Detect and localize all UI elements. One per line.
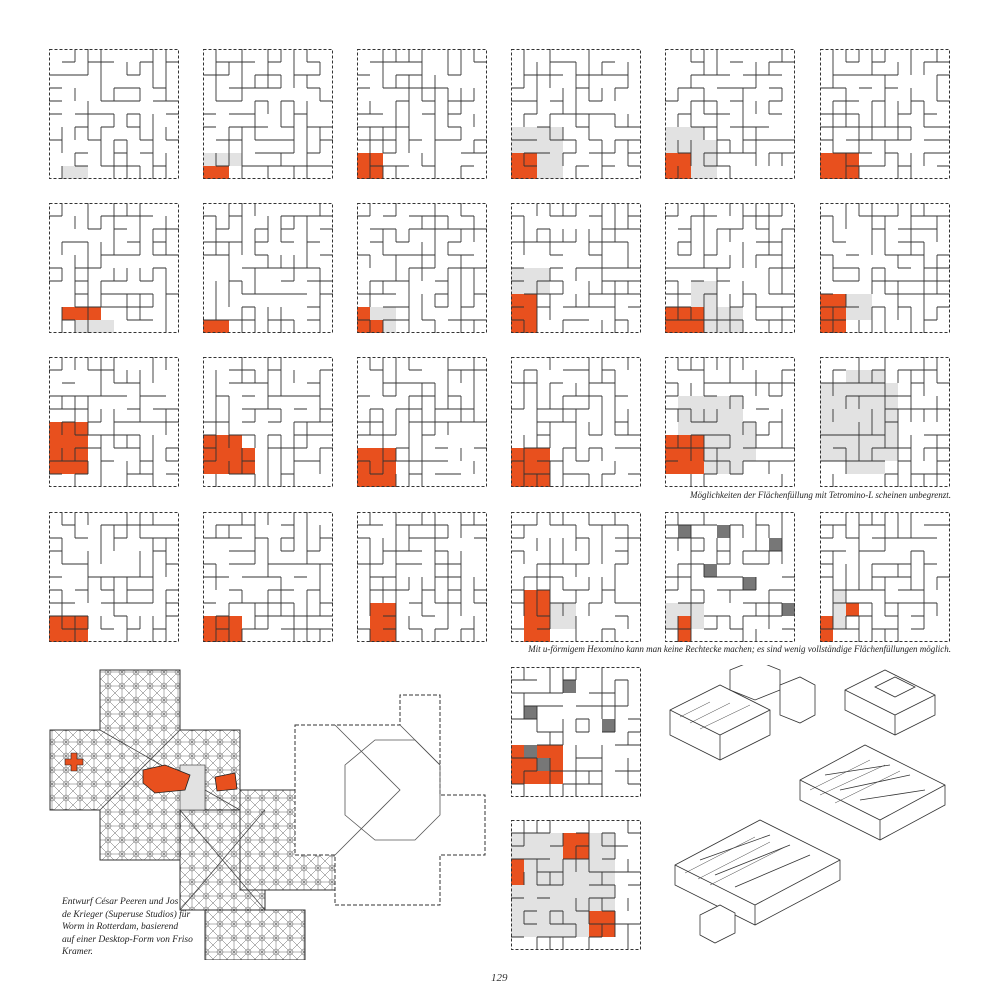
tile-row3-5 bbox=[665, 357, 795, 487]
tile-row4-6 bbox=[820, 512, 950, 642]
dark-region bbox=[782, 603, 795, 616]
tile-row1-3 bbox=[357, 49, 487, 179]
tile-row5-4a bbox=[511, 667, 641, 797]
tile-pattern bbox=[49, 49, 179, 179]
tile-pattern bbox=[49, 512, 179, 642]
gray-region bbox=[717, 422, 756, 461]
tile-pattern bbox=[665, 49, 795, 179]
gray-region bbox=[203, 153, 242, 166]
tile-row2-2 bbox=[203, 203, 333, 333]
dark-region bbox=[769, 538, 782, 551]
tile-pattern bbox=[511, 203, 641, 333]
tile-pattern bbox=[820, 357, 950, 487]
tile-pattern bbox=[203, 512, 333, 642]
tile-row3-3 bbox=[357, 357, 487, 487]
tile-row1-4 bbox=[511, 49, 641, 179]
dark-region bbox=[743, 577, 756, 590]
credit-line: Worm in Rotterdam, basierend bbox=[62, 922, 179, 932]
tile-row2-6 bbox=[820, 203, 950, 333]
gray-region bbox=[833, 590, 846, 629]
isometric-forms bbox=[660, 665, 960, 955]
caption-hexomino: Mit u-förmigem Hexomino kann man keine Rechtecke machen; es sind wenig vollständige Flächenfüllungen möglich. bbox=[528, 644, 951, 654]
tile-pattern bbox=[665, 357, 795, 487]
tile-pattern bbox=[511, 357, 641, 487]
dark-region bbox=[704, 564, 717, 577]
tile-row4-4 bbox=[511, 512, 641, 642]
tile-pattern bbox=[511, 820, 641, 950]
credit-line: de Krieger (Superuse Studios) für bbox=[62, 909, 191, 920]
tile-row3-1 bbox=[49, 357, 179, 487]
tile-pattern bbox=[49, 203, 179, 333]
tile-pattern bbox=[203, 357, 333, 487]
dark-region bbox=[602, 719, 615, 732]
gray-region bbox=[537, 153, 563, 179]
tile-row4-1 bbox=[49, 512, 179, 642]
tile-row1-6 bbox=[820, 49, 950, 179]
tile-lines bbox=[203, 203, 333, 333]
dark-region bbox=[678, 525, 691, 538]
tile-pattern bbox=[820, 203, 950, 333]
red-region bbox=[216, 320, 229, 333]
red-region bbox=[665, 435, 704, 474]
tile-lines bbox=[49, 49, 179, 179]
red-region bbox=[511, 859, 524, 885]
tile-row4-5 bbox=[665, 512, 795, 642]
tile-row2-4 bbox=[511, 203, 641, 333]
dark-region bbox=[717, 525, 730, 538]
tile-pattern bbox=[357, 357, 487, 487]
tile-row3-6 bbox=[820, 357, 950, 487]
tile-row4-3 bbox=[357, 512, 487, 642]
tile-pattern bbox=[357, 512, 487, 642]
red-region bbox=[203, 166, 229, 179]
isometric-forms-drawing bbox=[660, 665, 960, 955]
credit-line: auf einer Desktop-Form von Friso bbox=[62, 934, 193, 945]
tile-pattern bbox=[203, 203, 333, 333]
tile-row5-4b bbox=[511, 820, 641, 950]
dark-region bbox=[524, 745, 537, 758]
red-region bbox=[357, 448, 396, 487]
tile-row1-2 bbox=[203, 49, 333, 179]
dark-region bbox=[537, 758, 550, 771]
red-region bbox=[203, 320, 216, 333]
gray-region bbox=[846, 370, 885, 474]
dark-region bbox=[524, 706, 537, 719]
page-number: 129 bbox=[491, 972, 508, 984]
tile-row1-5 bbox=[665, 49, 795, 179]
tile-pattern bbox=[357, 49, 487, 179]
gray-region bbox=[62, 166, 88, 179]
tile-row4-2 bbox=[203, 512, 333, 642]
tile-row2-3 bbox=[357, 203, 487, 333]
credit-text bbox=[62, 896, 222, 959]
tile-row3-2 bbox=[203, 357, 333, 487]
red-region bbox=[203, 435, 242, 474]
tile-pattern bbox=[820, 49, 950, 179]
dark-region bbox=[563, 680, 576, 693]
tile-row3-4 bbox=[511, 357, 641, 487]
tile-pattern bbox=[357, 203, 487, 333]
credit-line: Entwurf César Peeren und Jos bbox=[62, 897, 179, 907]
gray-region bbox=[75, 320, 114, 333]
tile-row1-1 bbox=[49, 49, 179, 179]
tile-pattern bbox=[511, 667, 641, 797]
credit-line: Kramer. bbox=[62, 947, 93, 957]
tile-pattern bbox=[665, 203, 795, 333]
red-region bbox=[62, 307, 101, 320]
tile-pattern bbox=[511, 49, 641, 179]
red-region bbox=[511, 448, 550, 487]
red-region bbox=[370, 320, 383, 333]
tile-pattern bbox=[49, 357, 179, 487]
tile-row2-1 bbox=[49, 203, 179, 333]
caption-tetromino: Möglichkeiten der Flächenfüllung mit Tetromino-L scheinen unbegrenzt. bbox=[689, 490, 951, 500]
tile-pattern bbox=[820, 512, 950, 642]
tile-pattern bbox=[665, 512, 795, 642]
tile-row2-5 bbox=[665, 203, 795, 333]
tile-pattern bbox=[511, 512, 641, 642]
tile-pattern bbox=[203, 49, 333, 179]
red-region bbox=[846, 603, 859, 616]
red-region bbox=[370, 603, 396, 642]
